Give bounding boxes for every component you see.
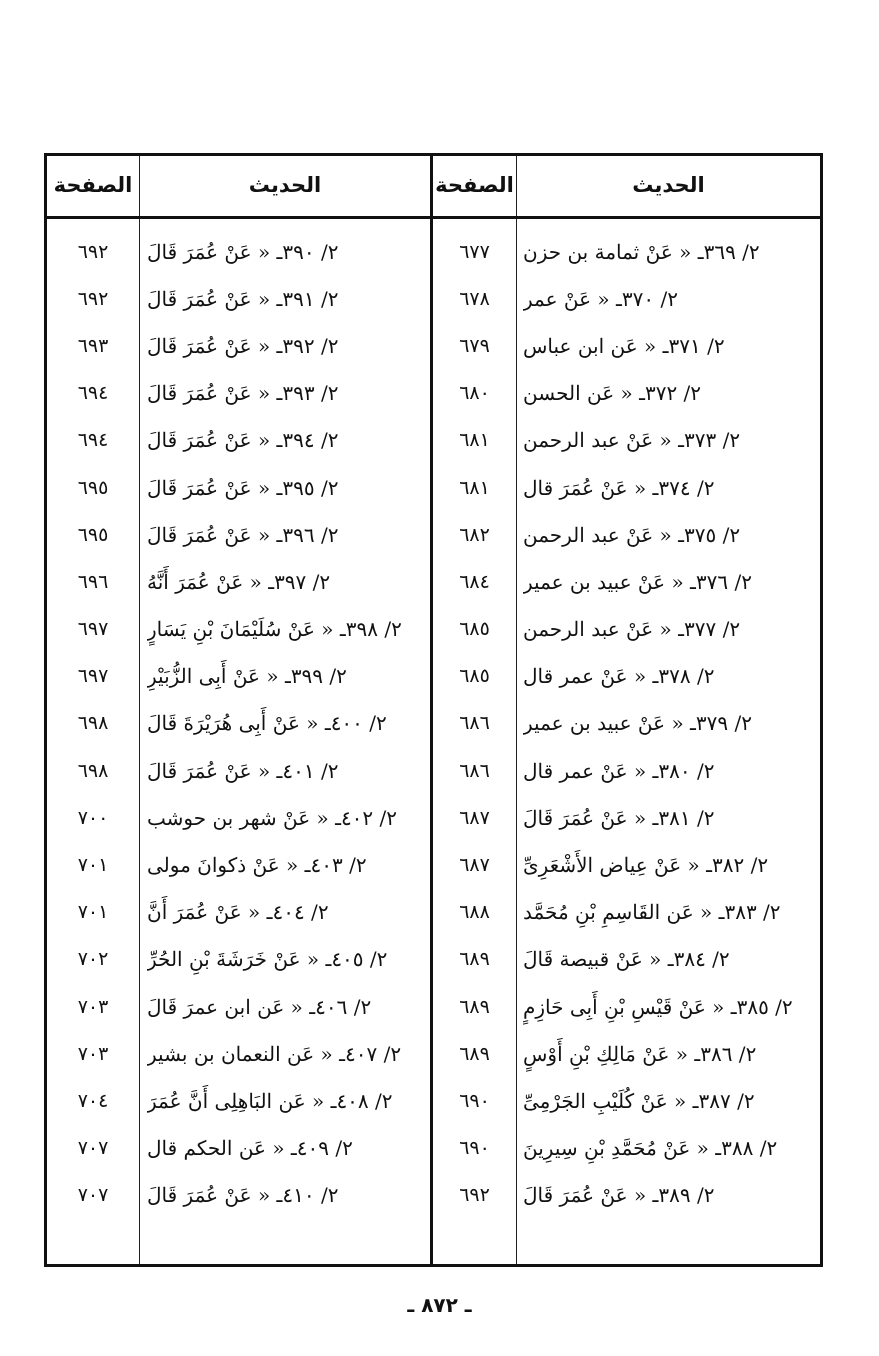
page-ref-left: ٧٠١: [77, 854, 109, 877]
hadith-entry-left: ٢/ ٣٩٠ـ « عَنْ عُمَرَ قَالَ: [147, 239, 339, 264]
table-row: [47, 417, 820, 464]
hadith-entry-right: ٢/ ٣٨٠ـ « عَنْ عمر قال: [523, 758, 715, 783]
page-ref-right: ٦٨٧: [459, 854, 490, 877]
hadith-entry-left: ٢/ ٤٠٧ـ « عَن النعمان بن بشير: [147, 1041, 402, 1066]
index-table: [44, 153, 823, 1267]
page-ref-left: ٦٩٦: [77, 570, 109, 593]
page-ref-right: ٦٨٧: [459, 806, 490, 829]
page-ref-right: ٦٨٩: [459, 995, 490, 1018]
table-row: [47, 606, 820, 653]
hadith-entry-left: ٢/ ٤٠٩ـ « عَن الحكم قال: [147, 1136, 353, 1161]
page-ref-right: ٦٨٩: [459, 948, 490, 971]
hadith-entry-left: ٢/ ٤٠٥ـ « عَنْ خَرَشَةَ بْنِ الحُرِّ: [147, 947, 388, 972]
page-ref-left: ٦٩٤: [77, 382, 109, 405]
table-row: [47, 1077, 820, 1124]
table-row: [47, 983, 820, 1030]
page-ref-left: ٦٩٨: [77, 712, 109, 735]
page-ref-right: ٦٨٥: [459, 618, 490, 641]
page-ref-left: ٦٩٨: [77, 759, 109, 782]
page-ref-left: ٦٩٥: [77, 523, 109, 546]
table-row: [47, 322, 820, 369]
hadith-entry-right: ٢/ ٣٨٨ـ « عَنْ مُحَمَّدِ بْنِ سِيرِينَ: [523, 1136, 778, 1161]
hadith-entry-right: ٢/ ٣٨٧ـ « عَنْ كُلَيْبِ الجَرْمِىِّ: [523, 1088, 755, 1113]
page-ref-right: ٦٨٩: [459, 1042, 490, 1065]
page-ref-left: ٦٩٧: [77, 665, 109, 688]
hadith-entry-right: ٢/ ٣٨٣ـ « عَن القَاسِمِ بْنِ مُحَمَّد: [523, 900, 781, 925]
page-ref-left: ٧٠٢: [77, 948, 109, 971]
page-ref-right: ٦٨٠: [459, 382, 490, 405]
index-rows: [47, 228, 820, 1219]
hadith-entry-right: ٢/ ٣٧٢ـ « عَن الحسن: [523, 381, 702, 406]
table-row: [47, 275, 820, 322]
table-row: [47, 1125, 820, 1172]
page-ref-left: ٧٠٤: [77, 1089, 109, 1112]
hadith-entry-right: ٢/ ٣٧٤ـ « عَنْ عُمَرَ قال: [523, 475, 715, 500]
hadith-entry-right: ٢/ ٣٧٨ـ « عَنْ عمر قال: [523, 664, 715, 689]
header-hadith-left: الحديث: [248, 173, 322, 197]
page-ref-right: ٦٨٤: [459, 570, 490, 593]
page-ref-left: ٧٠١: [77, 901, 109, 924]
page-ref-left: ٧٠٣: [77, 1042, 109, 1065]
hadith-entry-left: ٢/ ٣٩٨ـ « عَنْ سُلَيْمَانَ بْنِ يَسَارٍ: [147, 617, 402, 642]
page-ref-right: ٦٧٩: [459, 334, 490, 357]
page-ref-left: ٧٠٧: [77, 1184, 109, 1207]
page-ref-right: ٦٧٨: [459, 287, 490, 310]
hadith-entry-left: ٢/ ٣٩٤ـ « عَنْ عُمَرَ قَالَ: [147, 428, 339, 453]
hadith-entry-left: ٢/ ٣٩٥ـ « عَنْ عُمَرَ قَالَ: [147, 475, 339, 500]
hadith-entry-right: ٢/ ٣٨١ـ « عَنْ عُمَرَ قَالَ: [523, 805, 715, 830]
hadith-entry-right: ٢/ ٣٧١ـ « عَن ابن عباس: [523, 333, 725, 358]
hadith-entry-right: ٢/ ٣٨٤ـ « عَنْ قبيصة قَالَ: [523, 947, 730, 972]
page-ref-left: ٦٩٧: [77, 618, 109, 641]
hadith-entry-right: ٢/ ٣٧٣ـ « عَنْ عبد الرحمن: [523, 428, 741, 453]
table-row: [47, 511, 820, 558]
table-row: [47, 841, 820, 888]
hadith-entry-left: ٢/ ٣٩٧ـ « عَنْ عُمَرَ أَنَّهُ: [147, 569, 331, 594]
table-row: [47, 370, 820, 417]
page-ref-left: ٧٠٠: [77, 806, 109, 829]
hadith-entry-left: ٢/ ٤٠١ـ « عَنْ عُمَرَ قَالَ: [147, 758, 339, 783]
hadith-entry-left: ٢/ ٤٠٦ـ « عَن ابن عمرَ قَالَ: [147, 994, 372, 1019]
page-ref-right: ٦٨٨: [459, 901, 490, 924]
page-ref-right: ٦٩٢: [459, 1184, 490, 1207]
hadith-entry-right: ٢/ ٣٨٥ـ « عَنْ قَيْسِ بْنِ أَبِى حَازِمٍ: [523, 994, 793, 1019]
page-ref-left: ٦٩٥: [77, 476, 109, 499]
hadith-entry-left: ٢/ ٣٩١ـ « عَنْ عُمَرَ قَالَ: [147, 286, 339, 311]
hadith-entry-left: ٢/ ٤٠٣ـ « عَنْ ذكوانَ مولى: [147, 853, 367, 878]
hadith-entry-right: ٢/ ٣٧٠ـ « عَنْ عمر: [523, 286, 678, 311]
hadith-entry-right: ٢/ ٣٧٩ـ « عَنْ عبيد بن عمير: [523, 711, 752, 736]
hadith-entry-right: ٢/ ٣٧٧ـ « عَنْ عبد الرحمن: [523, 617, 741, 642]
page-ref-left: ٧٠٧: [77, 1137, 109, 1160]
table-row: [47, 558, 820, 605]
page-ref-right: ٦٨١: [459, 476, 490, 499]
table-row: [47, 889, 820, 936]
hadith-entry-left: ٢/ ٤١٠ـ « عَنْ عُمَرَ قَالَ: [147, 1183, 339, 1208]
hadith-entry-right: ٢/ ٣٨٢ـ « عَنْ عِياض الأَشْعَرِىِّ: [523, 853, 769, 878]
table-row: [47, 747, 820, 794]
hadith-entry-left: ٢/ ٤٠٨ـ « عَن البَاهِلِى أَنَّ عُمَرَ: [147, 1088, 393, 1113]
hadith-entry-right: ٢/ ٣٧٥ـ « عَنْ عبد الرحمن: [523, 522, 741, 547]
table-row: [47, 794, 820, 841]
page-ref-left: ٦٩٢: [77, 287, 109, 310]
page-ref-right: ٦٨٢: [459, 523, 490, 546]
hadith-entry-right: ٢/ ٣٨٦ـ « عَنْ مَالِكِ بْنِ أَوْسٍ: [523, 1041, 757, 1066]
page-ref-right: ٦٨١: [459, 429, 490, 452]
table-row: [47, 228, 820, 275]
table-row: [47, 464, 820, 511]
page-ref-right: ٦٨٦: [459, 712, 490, 735]
hadith-entry-right: ٢/ ٣٧٦ـ « عَنْ عبيد بن عمير: [523, 569, 752, 594]
page-ref-left: ٧٠٣: [77, 995, 109, 1018]
hadith-entry-left: ٢/ ٣٩٢ـ « عَنْ عُمَرَ قَالَ: [147, 333, 339, 358]
page-number: ـ ٨٧٢ ـ: [407, 1293, 472, 1317]
header-page-left: الصفحة: [53, 173, 133, 197]
page-ref-right: ٦٧٧: [459, 240, 490, 263]
page-ref-left: ٦٩٤: [77, 429, 109, 452]
page-ref-right: ٦٩٠: [459, 1137, 490, 1160]
page-ref-right: ٦٨٦: [459, 759, 490, 782]
hadith-entry-left: ٢/ ٣٩٦ـ « عَنْ عُمَرَ قَالَ: [147, 522, 339, 547]
hadith-entry-left: ٢/ ٣٩٩ـ « عَنْ أَبِى الزُّبَيْرِ: [147, 664, 347, 689]
page-ref-left: ٦٩٢: [77, 240, 109, 263]
table-row: [47, 1172, 820, 1219]
hadith-entry-right: ٢/ ٣٦٩ـ « عَنْ ثمامة بن حزن: [523, 239, 760, 264]
hadith-entry-left: ٢/ ٤٠٢ـ « عَنْ شهر بن حوشب: [147, 805, 398, 830]
hadith-entry-right: ٢/ ٣٨٩ـ « عَنْ عُمَرَ قَالَ: [523, 1183, 715, 1208]
page-ref-left: ٦٩٣: [77, 334, 109, 357]
header-rule: [47, 216, 820, 219]
table-row: [47, 1030, 820, 1077]
page-ref-right: ٦٩٠: [459, 1089, 490, 1112]
table-row: [47, 653, 820, 700]
page-ref-right: ٦٨٥: [459, 665, 490, 688]
table-row: [47, 936, 820, 983]
header-page-right: الصفحة: [435, 173, 514, 197]
hadith-entry-left: ٢/ ٤٠٠ـ « عَنْ أَبِى هُرَيْرَةَ قَالَ: [147, 711, 387, 736]
hadith-entry-left: ٢/ ٣٩٣ـ « عَنْ عُمَرَ قَالَ: [147, 381, 339, 406]
table-row: [47, 700, 820, 747]
hadith-entry-left: ٢/ ٤٠٤ـ « عَنْ عُمَرَ أَنَّ: [147, 900, 329, 925]
header-hadith-right: الحديث: [632, 173, 705, 197]
